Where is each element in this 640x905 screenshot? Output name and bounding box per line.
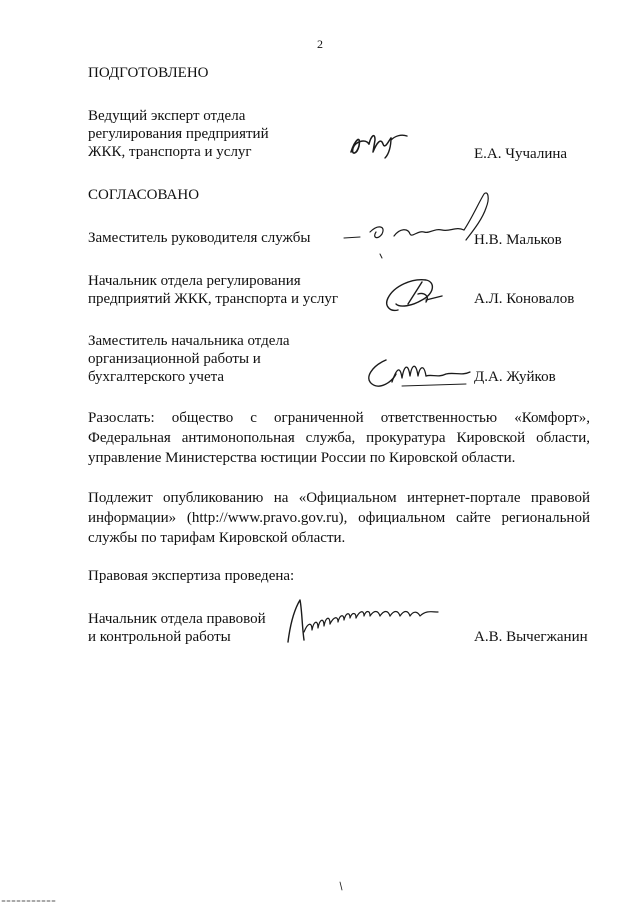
distribution-line: Разослать: общество с ограниченной ответственностью «Комфорт»,: [88, 410, 590, 426]
prepared-position-line: регулирования предприятий: [88, 126, 269, 142]
publication-line: службы по тарифам Кировской области.: [88, 530, 346, 546]
signatory-position-line: Заместитель начальника отдела: [88, 333, 290, 349]
signatory-position-line: бухгалтерского учета: [88, 369, 225, 385]
distribution-paragraph: [88, 408, 590, 468]
distribution-line: управление Министерства юстиции России по Кировской области.: [88, 450, 516, 466]
prepared-heading: ПОДГОТОВЛЕНО: [88, 65, 209, 81]
signature-zhuikov: [362, 352, 482, 392]
legal-review-heading: Правовая экспертиза проведена:: [88, 568, 295, 584]
prepared-position-line: Ведущий эксперт отдела: [88, 108, 246, 124]
signature-chuchalina: [345, 126, 415, 160]
signature-malkov: [338, 188, 498, 260]
signatory-position-line: предприятий ЖКК, транспорта и услуг: [88, 291, 339, 307]
publication-line: Подлежит опубликованию на «Официальном интернет-портале правовой: [88, 490, 590, 506]
legal-review-position-line: Начальник отдела правовой: [88, 611, 266, 627]
agreed-heading: СОГЛАСОВАНО: [88, 187, 200, 203]
signatory-name: А.Л. Коновалов: [474, 291, 575, 307]
signatory-name: Д.А. Жуйков: [474, 369, 556, 385]
publication-paragraph: [88, 488, 590, 548]
distribution-line: Федеральная антимонопольная служба, прокуратура Кировской области,: [88, 430, 590, 446]
signatory-name: Н.В. Мальков: [474, 232, 562, 248]
page-number: 2: [317, 37, 323, 51]
scan-edge-mark: [0, 898, 60, 904]
prepared-name: Е.А. Чучалина: [474, 146, 568, 162]
prepared-position-line: ЖКК, транспорта и услуг: [88, 144, 252, 160]
signatory-position-line: Заместитель руководителя службы: [88, 230, 311, 246]
legal-review-name: А.В. Вычегжанин: [474, 629, 588, 645]
scan-mark: [336, 880, 346, 892]
legal-review-position-line: и контрольной работы: [88, 629, 231, 645]
signatory-position-line: Начальник отдела регулирования: [88, 273, 301, 289]
signatory-position-line: организационной работы и: [88, 351, 261, 367]
signature-vychegzhanin: [280, 596, 460, 648]
signature-konovalov: [378, 270, 450, 318]
publication-line: информации» (http://www.pravo.gov.ru), официальном сайте региональной: [88, 510, 590, 526]
